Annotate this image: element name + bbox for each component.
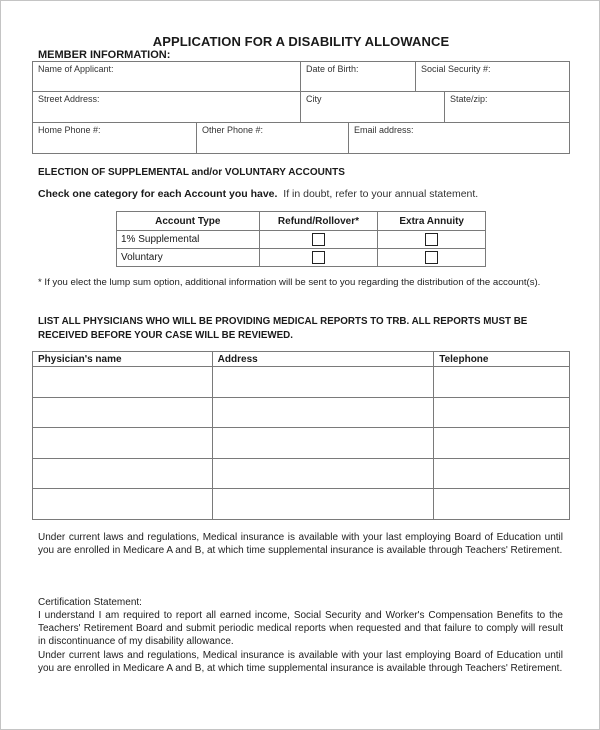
physician-telephone-input[interactable] [434, 458, 570, 489]
certification-statement-body: I understand I am required to report all earned income, Social Security and Worker's Compensation Benefits to the Teachers' Retirement Board and submit periodic medical reports when requested and that failure to comply will result in discontinuance of my disability allowance. [38, 610, 563, 647]
home-phone-field[interactable] [33, 123, 197, 153]
applicant-name-field[interactable] [33, 62, 301, 92]
form-title: APPLICATION FOR A DISABILITY ALLOWANCE [152, 34, 450, 49]
physician-address-input[interactable] [212, 397, 434, 428]
election-instruction [38, 188, 478, 200]
applicant-name-label: Name of Applicant: [38, 64, 114, 74]
date-of-birth-field[interactable] [301, 62, 416, 92]
physician-telephone-input[interactable] [434, 367, 570, 398]
physician-address-input[interactable] [212, 458, 434, 489]
account-type-voluntary: Voluntary [117, 249, 260, 267]
column-header-account-type: Account Type [117, 212, 260, 231]
table-row [33, 458, 570, 489]
physician-address-input[interactable] [212, 367, 434, 398]
email-field[interactable] [349, 123, 569, 153]
physicians-table-header [33, 352, 570, 367]
social-security-field[interactable] [416, 62, 569, 92]
table-row [33, 489, 570, 520]
table-row [33, 397, 570, 428]
voluntary-annuity-checkbox[interactable] [425, 251, 438, 264]
street-address-label: Street Address: [38, 94, 100, 104]
accounts-table [116, 211, 486, 267]
city-label: City [306, 94, 322, 104]
supplemental-annuity-checkbox[interactable] [425, 233, 438, 246]
election-instruction-bold: Check one category for each Account you have. [38, 188, 278, 200]
home-phone-label: Home Phone #: [38, 125, 101, 135]
lump-sum-footnote: * If you elect the lump sum option, additional information will be sent to you regarding the distribution of the account(s). [38, 277, 541, 288]
state-zip-label: State/zip: [450, 94, 488, 104]
email-label: Email address: [354, 125, 414, 135]
physician-address-input[interactable] [212, 489, 434, 520]
accounts-table-header [117, 212, 486, 231]
other-phone-label: Other Phone #: [202, 125, 264, 135]
physician-address-input[interactable] [212, 428, 434, 459]
city-field[interactable] [301, 92, 445, 123]
certification-statement-label: Certification Statement: [38, 597, 142, 608]
physician-name-input[interactable] [33, 367, 213, 398]
physician-telephone-input[interactable] [434, 428, 570, 459]
street-address-field[interactable] [33, 92, 301, 123]
physician-telephone-input[interactable] [434, 489, 570, 520]
social-security-label: Social Security #: [421, 64, 491, 74]
column-header-extra-annuity: Extra Annuity [378, 212, 486, 231]
member-info-grid [32, 61, 570, 154]
column-header-telephone: Telephone [434, 352, 570, 367]
insurance-paragraph-2: Under current laws and regulations, Medical insurance is available with your last employing Board of Education until you are enrolled in Medicare A and B, at which time supplemental insurance is available through Teachers' Retirement. [38, 650, 563, 674]
table-row [117, 231, 486, 249]
physician-telephone-input[interactable] [434, 397, 570, 428]
other-phone-field[interactable] [197, 123, 349, 153]
member-info-label: MEMBER INFORMATION: [38, 49, 171, 61]
election-heading: ELECTION OF SUPPLEMENTAL and/or VOLUNTARY ACCOUNTS [38, 167, 345, 178]
physician-name-input[interactable] [33, 458, 213, 489]
physician-name-input[interactable] [33, 428, 213, 459]
physicians-heading: LIST ALL PHYSICIANS WHO WILL BE PROVIDING MEDICAL REPORTS TO TRB. ALL REPORTS MUST BE RECEIVED BEFORE YOUR CASE WILL BE REVIEWED. [38, 316, 528, 341]
date-of-birth-label: Date of Birth: [306, 64, 359, 74]
physician-name-input[interactable] [33, 489, 213, 520]
voluntary-refund-checkbox[interactable] [312, 251, 325, 264]
column-header-refund-rollover: Refund/Rollover* [259, 212, 378, 231]
insurance-paragraph-1: Under current laws and regulations, Medical insurance is available with your last employing Board of Education until you are enrolled in Medicare A and B, at which time supplemental insurance is available through Teachers' Retirement. [38, 532, 563, 556]
table-row [117, 249, 486, 267]
account-type-supplemental: 1% Supplemental [117, 231, 260, 249]
election-instruction-rest: If in doubt, refer to your annual statement. [283, 188, 479, 200]
state-zip-field[interactable] [445, 92, 569, 123]
column-header-physician-name: Physician's name [33, 352, 213, 367]
physician-name-input[interactable] [33, 397, 213, 428]
table-row [33, 428, 570, 459]
physicians-table [32, 351, 570, 520]
column-header-address: Address [212, 352, 434, 367]
supplemental-refund-checkbox[interactable] [312, 233, 325, 246]
table-row [33, 367, 570, 398]
